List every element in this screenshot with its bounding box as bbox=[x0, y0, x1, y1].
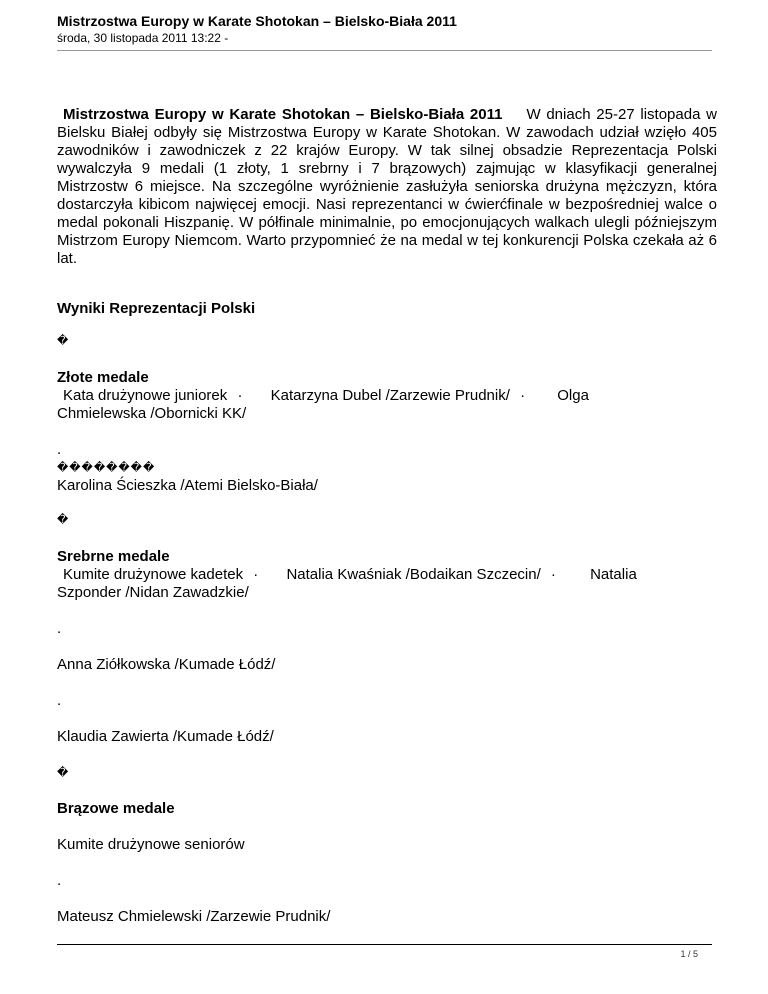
silver-athlete-4: Klaudia Zawierta /Kumade Łódź/ bbox=[57, 728, 274, 745]
gold-athlete-3: Karolina Ścieszka /Atemi Bielsko-Biała/ bbox=[57, 477, 318, 494]
bronze-bullet-1: . bbox=[57, 872, 62, 889]
gold-title: Złote medale bbox=[57, 369, 149, 386]
intro-text-1: W dniach 25-27 listopada w Bielsku Białej odbyły się Mistrzostwa Europy w Karate Shotokan. W zawodach udział wzięło 405 zawodników i zawodniczek z 22 krajów Europy. W tak silnej obsadzie Reprezentacja Polski wywalczyła 9 medali (1 złoty, 1 srebrny i 7 brązowych) zajmując w klasyfikacji generalnej Mistrzostw 6 miejsce. bbox=[57, 106, 717, 195]
intro-text-2: Na szczególne wyróżnienie zasłużyła seniorska drużyna mężczyzn, która dostarczyła kibicom najwięcej emocji. Nasi reprezentanci w ćwierćfinale w bezpośredniej walce o medal pokonali Hiszpanię. W półfinale minimalnie, po emocjonujących walkach ulegli późniejszym Mistrzom Europy Niemcom. Warto przypomnieć że na medal w tej konkurencji Polska czekała aż 6 lat. bbox=[57, 178, 718, 267]
silver-athlete-3: Anna Ziółkowska /Kumade Łódź/ bbox=[57, 656, 276, 673]
gold-bullet-3: . bbox=[57, 441, 62, 458]
missing-glyph-row-icon: �������� bbox=[57, 461, 156, 474]
gold-event: Kata drużynowe juniorek bbox=[63, 387, 228, 404]
results-heading: Wyniki Reprezentacji Polski bbox=[57, 300, 256, 317]
silver-line bbox=[57, 566, 717, 584]
gold-athlete-2a: Olga bbox=[557, 387, 589, 404]
bronze-event: Kumite drużynowe seniorów bbox=[57, 836, 245, 853]
intro-paragraph bbox=[57, 106, 717, 268]
silver-athlete-2b: Szponder /Nidan Zawadzkie/ bbox=[57, 584, 249, 601]
silver-athlete-2a: Natalia bbox=[590, 566, 637, 583]
intro-lead-title: Mistrzostwa Europy w Karate Shotokan – Bielsko-Biała 2011 bbox=[63, 106, 503, 123]
missing-glyph-icon-3: � bbox=[57, 766, 70, 779]
bronze-title: Brązowe medale bbox=[57, 800, 175, 817]
page-number: 1 / 5 bbox=[680, 949, 698, 959]
silver-bullet-4: . bbox=[57, 692, 62, 709]
gold-athlete-2b: Chmielewska /Obornicki KK/ bbox=[57, 405, 247, 422]
gold-line bbox=[57, 387, 717, 405]
footer-divider bbox=[57, 944, 712, 945]
gold-section bbox=[57, 369, 717, 423]
article-body bbox=[57, 106, 717, 926]
gold-bullet-2: · bbox=[520, 387, 526, 404]
silver-title: Srebrne medale bbox=[57, 548, 170, 565]
silver-section bbox=[57, 548, 717, 602]
silver-bullet-2: · bbox=[550, 566, 556, 583]
silver-bullet-3: . bbox=[57, 620, 62, 637]
page-header bbox=[57, 13, 712, 46]
silver-bullet-1: · bbox=[253, 566, 259, 583]
gold-bullet-1: · bbox=[237, 387, 243, 404]
gold-athlete-1: Katarzyna Dubel /Zarzewie Prudnik/ bbox=[270, 387, 510, 404]
missing-glyph-icon-2: � bbox=[57, 513, 70, 526]
header-date: środa, 30 listopada 2011 13:22 - bbox=[57, 31, 229, 45]
header-title: Mistrzostwa Europy w Karate Shotokan – Bielsko-Biała 2011 bbox=[57, 13, 457, 29]
silver-event: Kumite drużynowe kadetek bbox=[63, 566, 244, 583]
header-divider bbox=[57, 50, 712, 51]
bronze-athlete-1: Mateusz Chmielewski /Zarzewie Prudnik/ bbox=[57, 908, 331, 925]
missing-glyph-icon: � bbox=[57, 334, 70, 347]
silver-athlete-1: Natalia Kwaśniak /Bodaikan Szczecin/ bbox=[286, 566, 541, 583]
